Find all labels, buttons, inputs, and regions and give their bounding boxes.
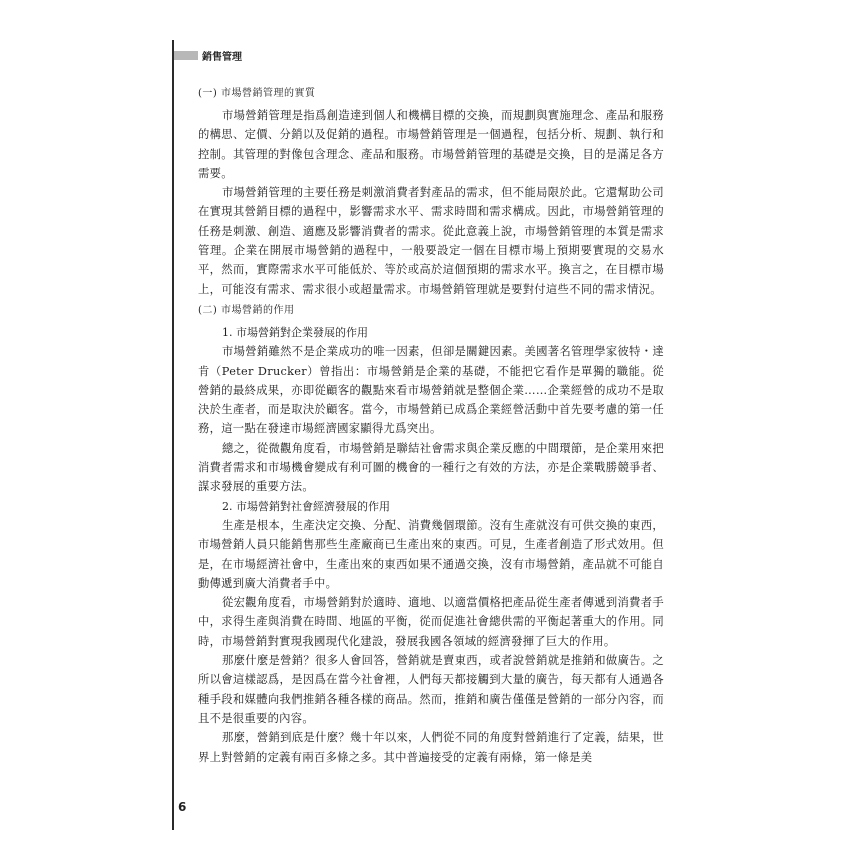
margin-rule (172, 40, 174, 830)
paragraph: 市場營銷雖然不是企業成功的唯一因素，但卻是關鍵因素。美國著名管理學家彼特・達肯（Peter Drucker）曾指出：市場營銷是企業的基礎，不能把它看作是單獨的職能。從營銷的最終成果，亦即從顧客的觀點來看市場營銷就是整個企業……企業經營的成功不是取決於生產者，而是取決於顧客。當今，市場營銷已成爲企業經營活動中首先要考慮的第一任務，這一點在發達市場經濟國家顯得尤爲突出。 (198, 345, 664, 436)
section-heading: (一) 市場營銷管理的實質 (198, 88, 316, 99)
section-heading: (二) 市場營銷的作用 (198, 304, 295, 316)
paragraph: 市場營銷管理是指爲創造達到個人和機構目標的交換，而規劃與實施理念、產品和服務的構思、定價、分銷以及促銷的過程。市場營銷管理是一個過程，包括分析、規劃、執行和控制。其管理的對像包含理念、產品和服務。市場營銷管理的基礎是交換，目的是滿足各方需要。 (198, 109, 664, 180)
subsection-title: 1. 市場營銷對企業發展的作用 (222, 325, 368, 339)
header-bar (174, 51, 198, 60)
paragraph: 生產是根本，生產決定交換、分配、消費幾個環節。沒有生產就沒有可供交換的東西，市場營銷人員只能銷售那些生產廠商已生產出來的東西。可見，生產者創造了形式效用。但是，在市場經濟社會中，生產出來的東西如果不通過交換，沒有市場營銷，產品就不可能自動傳遞到廣大消費者手中。 (198, 518, 664, 590)
page-content (198, 82, 664, 767)
paragraph: 市場營銷管理的主要任務是刺激消費者對產品的需求，但不能局限於此。它還幫助公司在實現其營銷目標的過程中，影響需求水平、需求時間和需求構成。因此，市場營銷管理的任務是刺激、創造、適應及影響消費者的需求。從此意義上說，市場營銷管理的本質是需求管理。企業在開展市場營銷的過程中，一般要設定一個在目標市場上預期要實現的交易水平，然而，實際需求水平可能低於、等於或高於這個預期的需求水平。換言之，在目標市場上，可能沒有需求、需求很小或超量需求。市場營銷管理就是要對付這些不同的需求情況。 (198, 186, 664, 296)
running-header (174, 48, 242, 63)
page-number: 6 (178, 800, 187, 814)
paragraph: 那麼，營銷到底是什麼？幾十年以來，人們從不同的角度對營銷進行了定義，結果，世界上對營銷的定義有兩百多條之多。其中普遍接受的定義有兩條，第一條是美 (198, 731, 664, 764)
paragraph: 從宏觀角度看，市場營銷對於適時、適地、以適當價格把產品從生產者傳遞到消費者手中，求得生產與消費在時間、地區的平衡，從而促進社會總供需的平衡起著重大的作用。同時，市場營銷對實現我國現代化建設，發展我國各領域的經濟發揮了巨大的作用。 (198, 596, 664, 648)
header-title: 銷售管理 (202, 52, 242, 63)
paragraph: 那麼什麼是營銷？很多人會回答，營銷就是賣東西，或者說營銷就是推銷和做廣告。之所以會這樣認爲，是因爲在當今社會裡，人們每天都接觸到大量的廣告，每天都有人通過各種手段和媒體向我們推銷各種各樣的商品。然而，推銷和廣告僅僅是營銷的一部分內容，而且不是很重要的內容。 (198, 654, 664, 725)
subsection-title: 2. 市場營銷對社會經濟發展的作用 (222, 499, 390, 513)
paragraph: 總之，從微觀角度看，市場營銷是聯結社會需求與企業反應的中間環節，是企業用來把消費者需求和市場機會變成有利可圖的機會的一種行之有效的方法，亦是企業戰勝競爭者、謀求發展的重要方法。 (198, 441, 664, 494)
